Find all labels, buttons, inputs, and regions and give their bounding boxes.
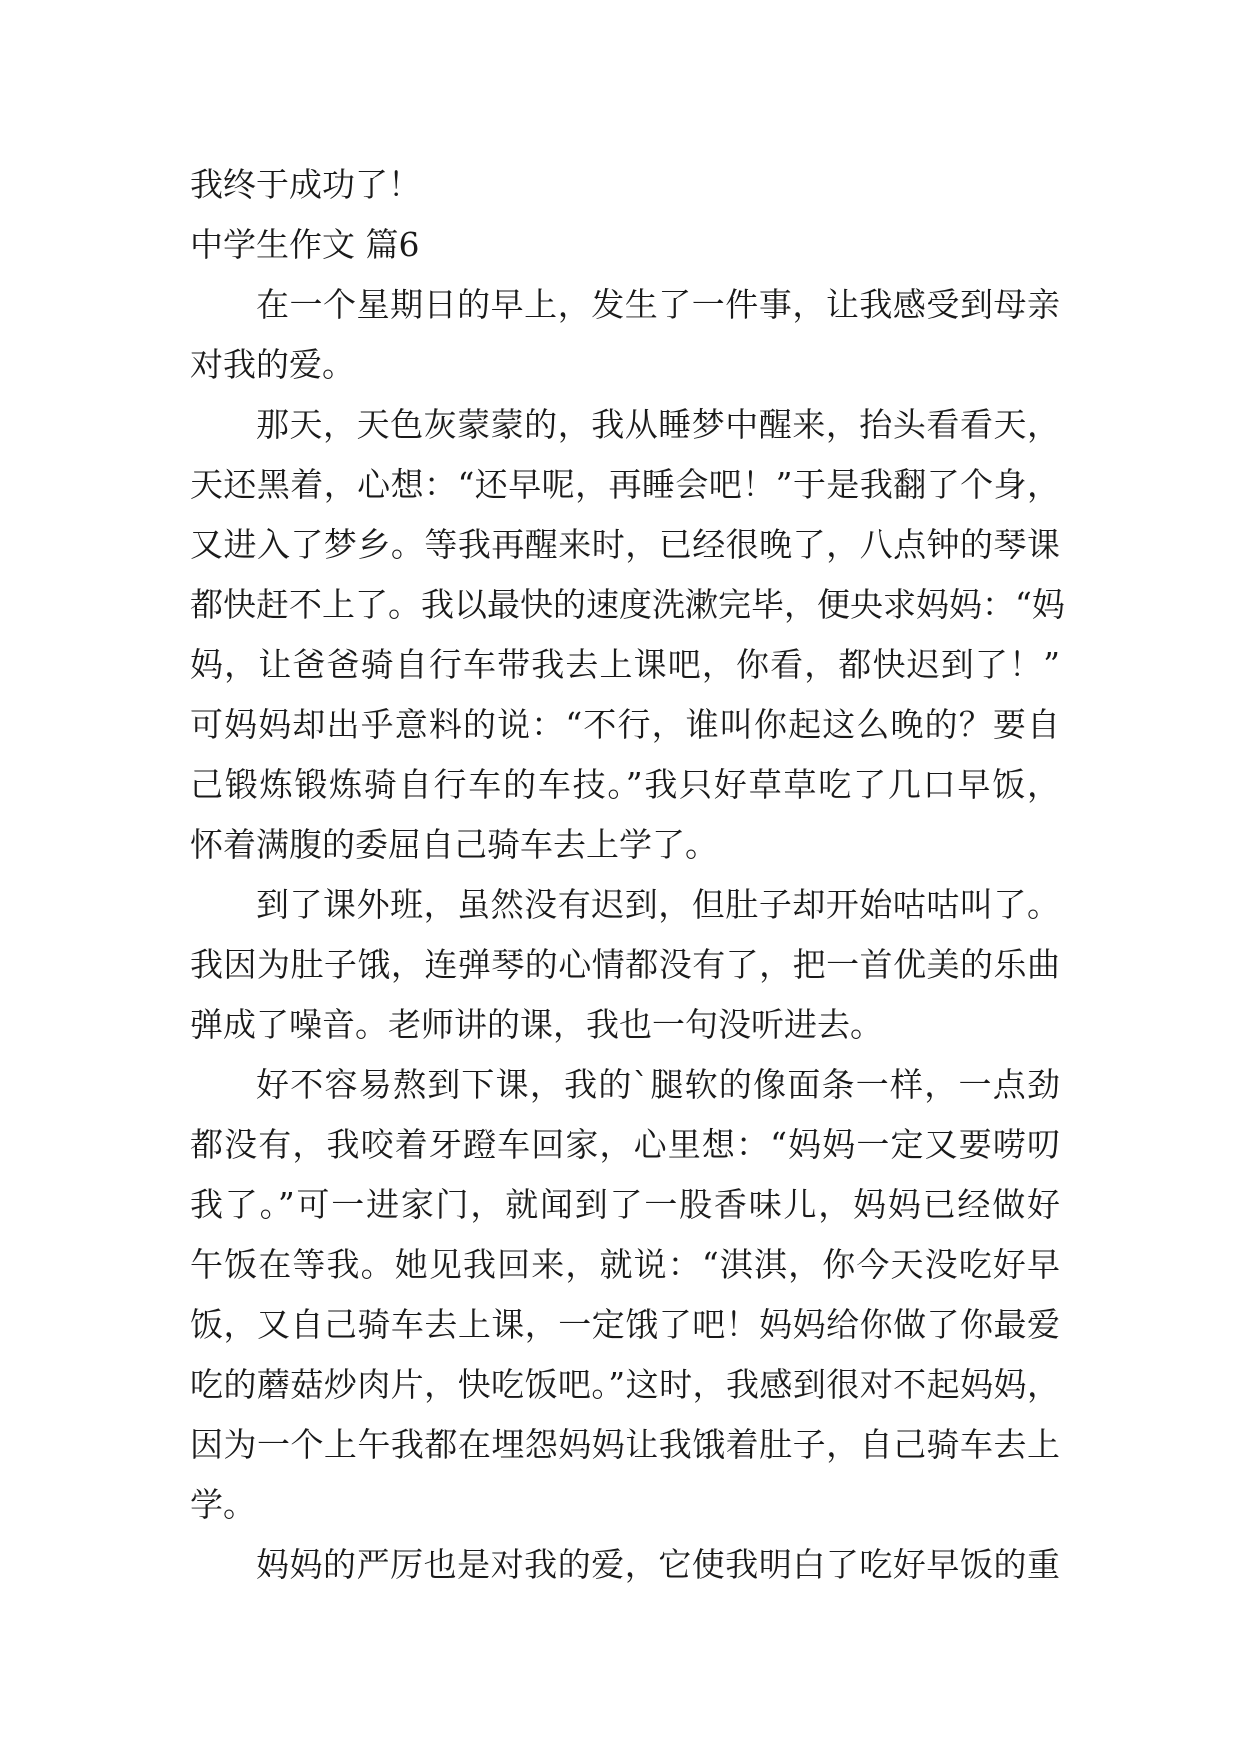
section-title: 中学生作文 篇6 [190,225,420,264]
text-line: 我因为肚子饿，连弹琴的心情都没有了，把一首优美的乐曲 [190,945,1060,984]
paragraph [190,275,1060,395]
text-line: 可妈妈却出乎意料的说：“不行，谁叫你起这么晚的？要自 [190,705,1060,744]
paragraph [190,1535,1060,1595]
text-line: 饭，又自己骑车去上课，一定饿了吧！妈妈给你做了你最爱 [190,1305,1060,1344]
text-line: 在一个星期日的早上，发生了一件事，让我感受到母亲 [256,285,1060,324]
text-line: 己锻炼锻炼骑自行车的车技。”我只好草草吃了几口早饭， [190,765,1060,804]
text-line: 妈，让爸爸骑自行车带我去上课吧，你看，都快迟到了！” [190,645,1060,684]
text-line: 对我的爱。 [190,345,355,384]
text-line: 到了课外班，虽然没有迟到，但肚子却开始咕咕叫了。 [256,885,1060,924]
paragraph [190,395,1065,875]
text-line: 天还黑着，心想：“还早呢，再睡会吧！”于是我翻了个身， [190,465,1060,504]
text-line: 那天，天色灰蒙蒙的，我从睡梦中醒来，抬头看看天， [256,405,1060,444]
essay-body [190,155,1065,1595]
text-line: 吃的蘑菇炒肉片，快吃饭吧。”这时，我感到很对不起妈妈， [190,1365,1060,1404]
text-line: 午饭在等我。她见我回来，就说：“淇淇，你今天没吃好早 [190,1245,1060,1284]
paragraph [190,875,1060,1055]
intro-line: 我终于成功了！ [190,165,421,204]
text-line: 弹成了噪音。老师讲的课，我也一句没听进去。 [190,1005,883,1044]
text-line: 学。 [190,1485,256,1524]
paragraph [190,1055,1060,1535]
text-line: 我了。”可一进家门，就闻到了一股香味儿，妈妈已经做好 [190,1185,1060,1224]
text-line: 好不容易熬到下课，我的`腿软的像面条一样，一点劲 [256,1065,1060,1104]
text-line: 妈妈的严厉也是对我的爱，它使我明白了吃好早饭的重 [256,1545,1060,1584]
text-line: 因为一个上午我都在埋怨妈妈让我饿着肚子，自己骑车去上 [190,1425,1060,1464]
text-line: 都没有，我咬着牙蹬车回家，心里想：“妈妈一定又要唠叨 [190,1125,1060,1164]
text-line: 怀着满腹的委屈自己骑车去上学了。 [190,825,718,864]
text-line: 又进入了梦乡。等我再醒来时，已经很晚了，八点钟的琴课 [190,525,1060,564]
text-line: 都快赶不上了。我以最快的速度洗漱完毕，便央求妈妈：“妈 [190,585,1065,624]
